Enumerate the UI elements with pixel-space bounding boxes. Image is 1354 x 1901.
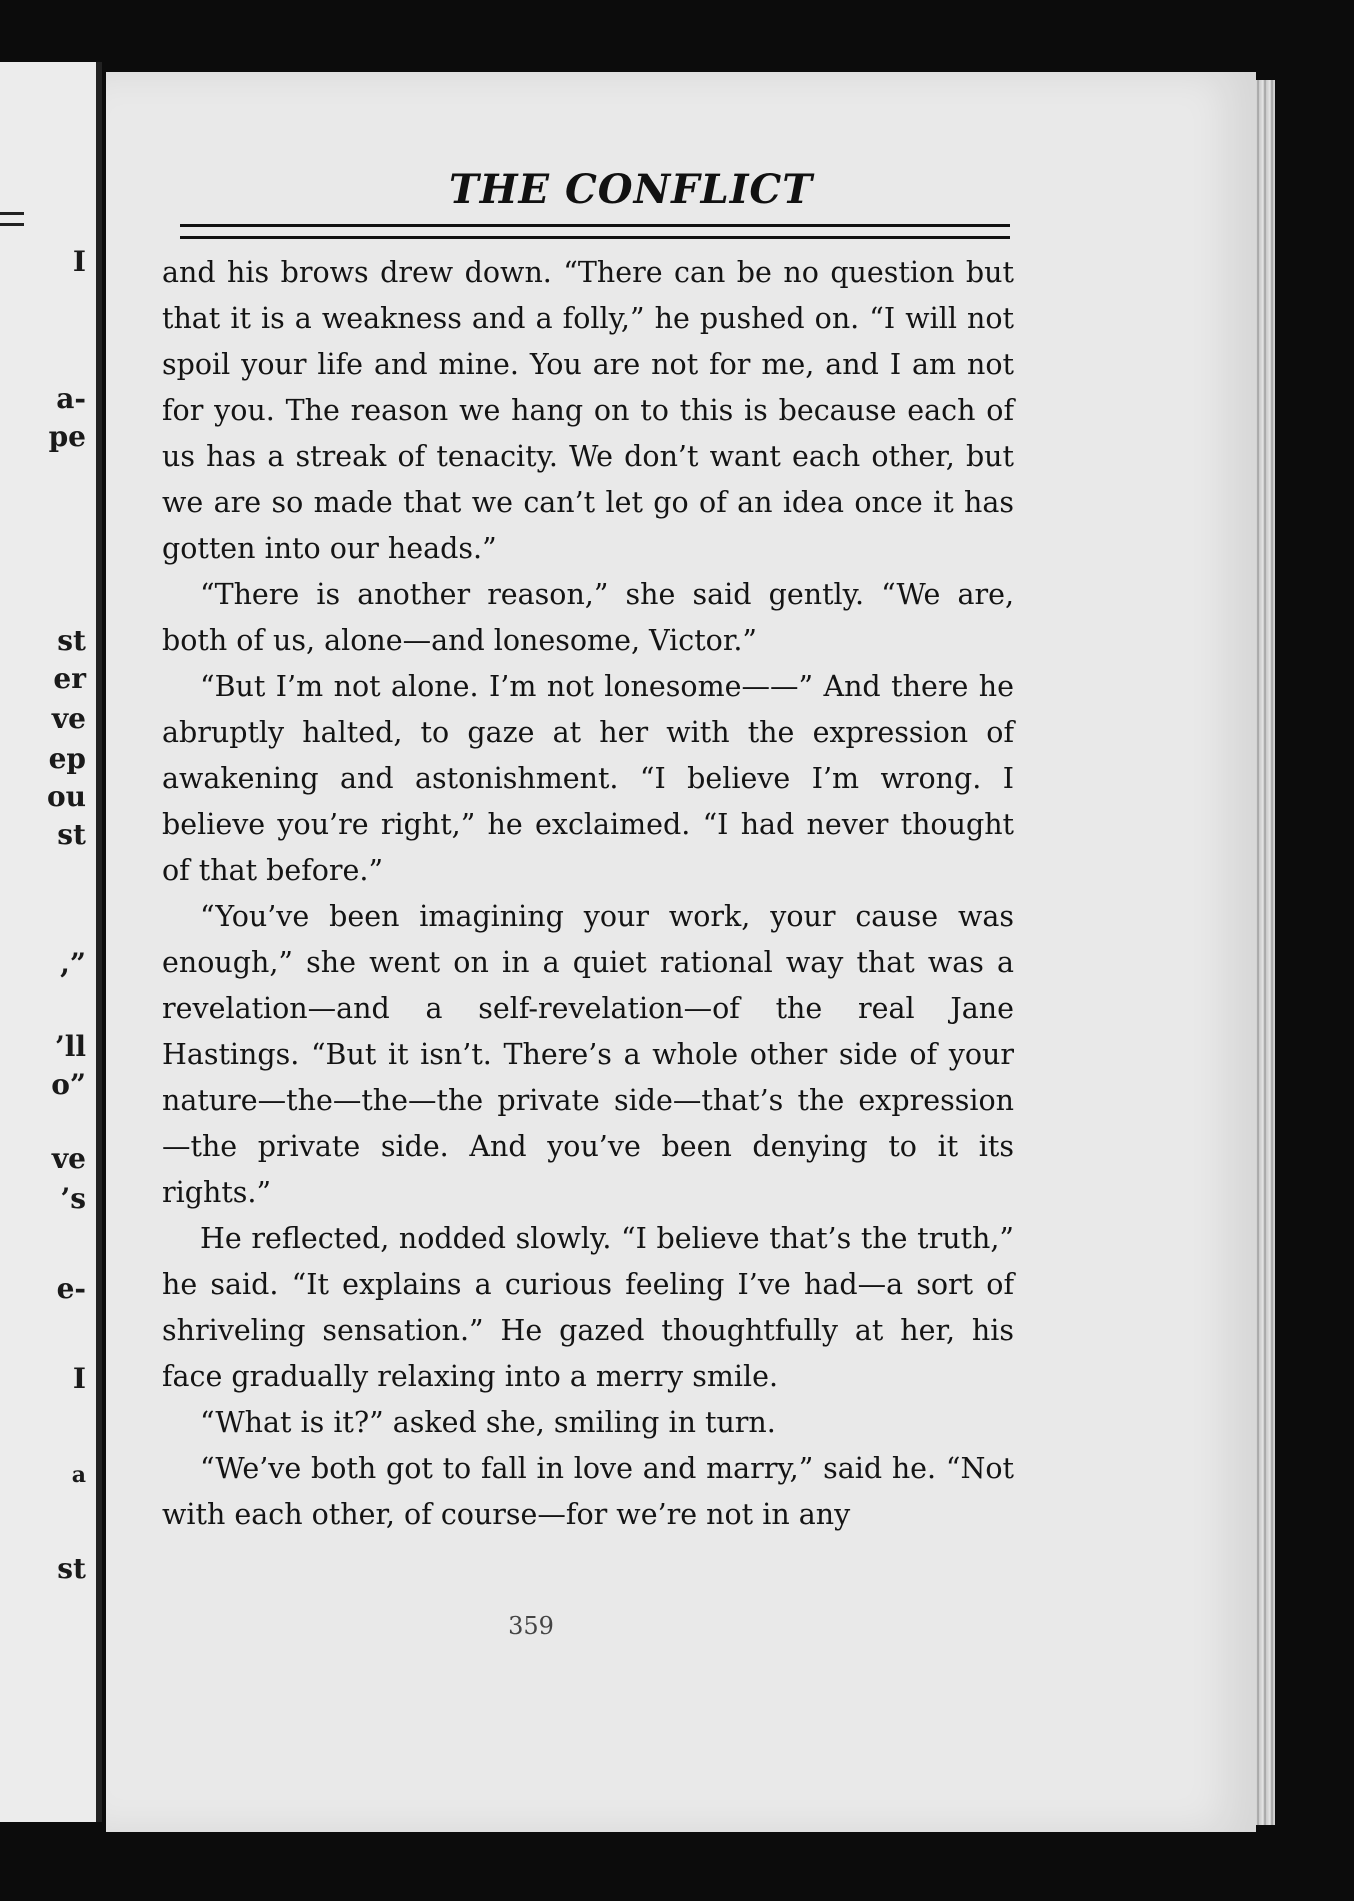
facing-page-text: ,” <box>60 947 86 980</box>
facing-page-text: er <box>53 662 86 695</box>
facing-page-text: pe <box>48 420 86 453</box>
paragraph: “What is it?” asked she, smiling in turn. <box>200 1406 776 1439</box>
paragraph: “There is another reason,” she said gently. “We are, both of us, alone—and lonesome, Victor.” <box>162 578 1014 657</box>
facing-page-text: ve <box>51 1142 86 1175</box>
facing-page-text: o” <box>51 1068 86 1101</box>
paragraph: and his brows drew down. “There can be no question but that it is a weakness and a folly,” he pushed on. “I will not spoil your life and mine. You are not for me, and I am not for you. The reason we hang on to this is because each of us has a streak of tenacity. We don’t want each other, but we are so made that we can’t let go of an idea once it has gotten into our heads.” <box>162 256 1014 565</box>
facing-page-text: e- <box>56 1272 86 1305</box>
running-head: THE CONFLICT <box>448 166 814 213</box>
facing-page-text: a <box>71 1462 86 1488</box>
paragraph: “You’ve been imagining your work, your cause was enough,” she went on in a quiet rational way that was a revelation—and a self-revelation—of the real Jane Hastings. “But it isn’t. There’s a whole other side of your nature—the—the—the private side—that’s the expression—the private side. And you’ve been denying to it its rights.” <box>162 900 1014 1209</box>
facing-page-text: I <box>72 1362 86 1395</box>
facing-page-text: ’s <box>60 1182 86 1215</box>
facing-page-text: a- <box>56 382 86 415</box>
facing-page-text: ep <box>48 742 86 775</box>
header-rule <box>180 224 1010 239</box>
facing-page-rule <box>0 212 24 226</box>
facing-page-fragment <box>0 62 102 1822</box>
facing-page-text: I <box>72 245 86 278</box>
paragraph: “But I’m not alone. I’m not lonesome——” And there he abruptly halted, to gaze at her with the expression of awakening and astonishment. “I believe I’m wrong. I believe you’re right,” he exclaimed. “I had never thought of that before.” <box>162 670 1014 887</box>
facing-page-text: ’ll <box>54 1030 86 1063</box>
paragraph: He reflected, nodded slowly. “I believe that’s the truth,” he said. “It explains a curious feeling I’ve had—a sort of shriveling sensation.” He gazed thoughtfully at her, his face gradually relaxing into a merry smile. <box>162 1222 1014 1393</box>
facing-page-text: st <box>57 818 86 851</box>
facing-page-text: st <box>57 1552 86 1585</box>
facing-page-text: st <box>57 624 86 657</box>
facing-page-text: ve <box>51 702 86 735</box>
body-text <box>162 250 1014 1538</box>
paragraph: “We’ve both got to fall in love and marry,” said he. “Not with each other, of course—for we’re not in any <box>162 1452 1014 1531</box>
book-page <box>106 72 1256 1832</box>
page-number: 359 <box>508 1612 554 1640</box>
facing-page-text: ou <box>46 780 86 813</box>
